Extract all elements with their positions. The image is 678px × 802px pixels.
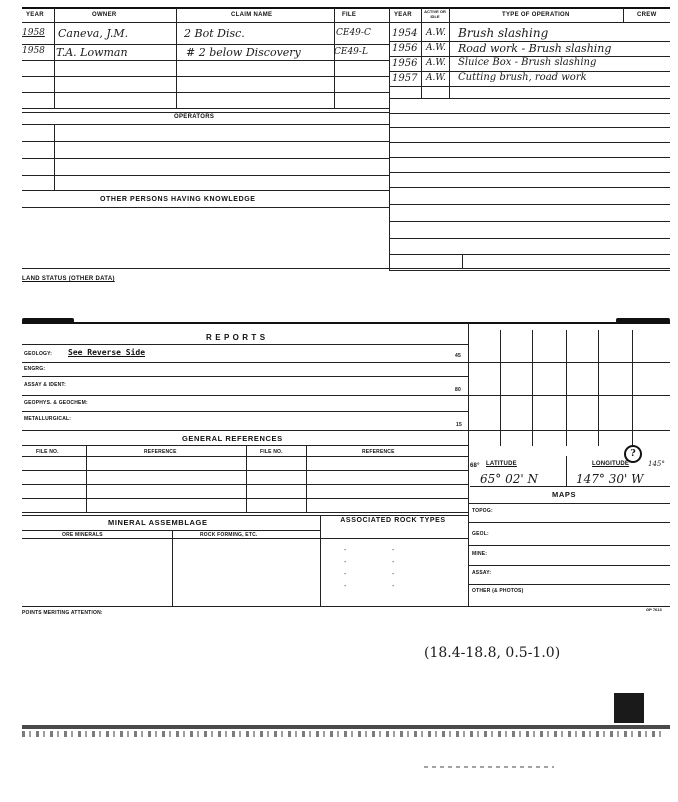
owner-row-2-owner: T.A. Lowman bbox=[56, 46, 128, 59]
scan-band-3 bbox=[424, 766, 554, 768]
ore-minerals-label: ORE MINERALS bbox=[62, 532, 103, 538]
longitude-label: LONGITUDE bbox=[592, 461, 630, 467]
reports-title: R E P O R T S bbox=[206, 333, 266, 342]
form-number: GP 7613 bbox=[646, 607, 662, 612]
circled-mark: ? bbox=[624, 445, 642, 463]
header-claim-name: CLAIM NAME bbox=[231, 12, 273, 18]
associated-rock-types: ASSOCIATED ROCK TYPES bbox=[340, 517, 446, 524]
dark-square bbox=[614, 693, 644, 723]
scan-band bbox=[22, 725, 670, 729]
owner-row-2-year: 1958 bbox=[22, 46, 45, 56]
points-meriting-attention-label: POINTS MERITING ATTENTION: bbox=[22, 610, 103, 616]
maps-other: OTHER (& PHOTOS) bbox=[472, 588, 524, 594]
header-owner: OWNER bbox=[92, 12, 117, 18]
op-row-2-year: 1956 bbox=[392, 43, 418, 54]
general-references-title: GENERAL REFERENCES bbox=[182, 434, 283, 443]
op-row-4-year: 1957 bbox=[392, 73, 418, 84]
owner-row-2-file: CE49-L bbox=[334, 47, 368, 57]
maps-title: MAPS bbox=[552, 490, 577, 499]
owner-row-1-claim: 2 Bot Disc. bbox=[184, 27, 245, 40]
report-num-metallurgical: 15 bbox=[456, 422, 462, 428]
report-label-geology: GEOLOGY: bbox=[24, 351, 53, 357]
lon-suffix: 145° bbox=[648, 460, 665, 468]
maps-assay: ASSAY: bbox=[472, 570, 492, 576]
op-row-4-status: A.W. bbox=[426, 73, 446, 83]
owner-row-1-year: 1958 bbox=[22, 28, 45, 38]
points-meriting-attention-note: (18.4-18.8, 0.5-1.0) bbox=[424, 645, 561, 661]
report-label-metallurgical: METALLURGICAL: bbox=[24, 416, 72, 422]
owner-row-2-claim: # 2 below Discovery bbox=[186, 46, 301, 59]
ref-header-reference: REFERENCE bbox=[144, 449, 177, 455]
report-label-engrg: ENGRG: bbox=[24, 366, 46, 372]
header-file: FILE bbox=[342, 12, 357, 18]
op-row-2-type: Road work - Brush slashing bbox=[458, 42, 612, 55]
operators-label: OPERATORS bbox=[174, 114, 215, 120]
header-year: YEAR bbox=[26, 12, 44, 18]
op-row-3-status: A.W. bbox=[426, 58, 446, 68]
header-type-of-operation: TYPE OF OPERATION bbox=[502, 12, 570, 18]
owner-row-1-owner: Caneva, J.M. bbox=[58, 27, 129, 40]
report-num-geology: 45 bbox=[455, 353, 461, 359]
land-status-label: LAND STATUS (OTHER DATA) bbox=[22, 276, 115, 282]
maps-geol: GEOL: bbox=[472, 531, 489, 537]
scan-band-2 bbox=[22, 731, 662, 737]
ref-header-file-no: FILE NO. bbox=[36, 449, 59, 455]
maps-mine: MINE: bbox=[472, 551, 488, 557]
header-active-idle: ACTIVE OR IDLE bbox=[424, 9, 446, 19]
report-label-assay: ASSAY & IDENT: bbox=[24, 382, 66, 388]
rock-type-dashes-2: - - - - bbox=[392, 547, 395, 590]
op-row-1-type: Brush slashing bbox=[458, 26, 549, 40]
mineral-assemblage-title: MINERAL ASSEMBLAGE bbox=[108, 518, 208, 527]
op-row-4-type: Cutting brush, road work bbox=[458, 72, 587, 83]
maps-topog: TOPOG: bbox=[472, 508, 493, 514]
ref-header-file-no-2: FILE NO. bbox=[260, 449, 283, 455]
longitude-value: 147° 30' W bbox=[576, 472, 644, 486]
rock-forming-label: ROCK FORMING, ETC. bbox=[200, 532, 258, 538]
lat-prefix: 68° bbox=[470, 463, 480, 469]
header-year-2: YEAR bbox=[394, 12, 412, 18]
owner-row-1-file: CE49-C bbox=[336, 28, 371, 38]
latitude-label: LATITUDE bbox=[486, 461, 517, 467]
ref-header-reference-2: REFERENCE bbox=[362, 449, 395, 455]
op-row-1-status: A.W. bbox=[426, 28, 446, 38]
op-row-2-status: A.W. bbox=[426, 43, 446, 53]
rock-type-dashes: - - - - bbox=[344, 547, 347, 590]
latitude-value: 65° 02' N bbox=[480, 472, 538, 486]
op-row-3-type: Sluice Box - Brush slashing bbox=[458, 57, 597, 68]
header-crew: CREW bbox=[637, 12, 657, 18]
report-label-geophys: GEOPHYS. & GEOCHEM: bbox=[24, 400, 88, 406]
other-persons-label: OTHER PERSONS HAVING KNOWLEDGE bbox=[100, 196, 256, 203]
op-row-1-year: 1954 bbox=[392, 28, 418, 39]
op-row-3-year: 1956 bbox=[392, 58, 418, 69]
report-value-geology: See Reverse Side bbox=[68, 348, 146, 357]
report-num-assay: 80 bbox=[455, 387, 461, 393]
